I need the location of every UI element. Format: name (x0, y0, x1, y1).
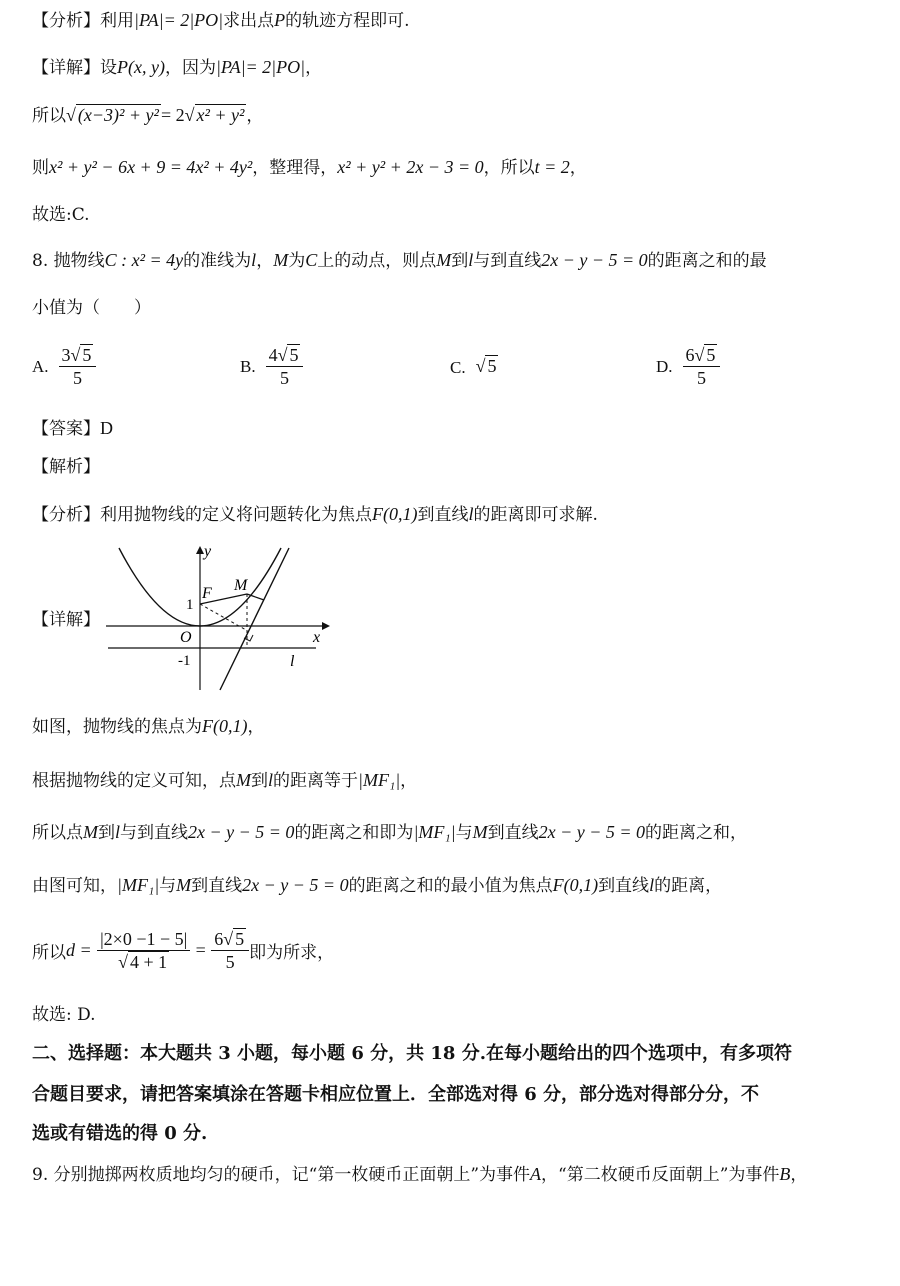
solution-line-5: 所以d = $\frac{|2\times 0 -1 - 5|}{√ 4 + 1}$ = $\frac{6√ 5}{5}$ 即为所求， (32, 929, 335, 972)
y-axis-arrow (196, 546, 204, 554)
option-b[interactable]: B. $\frac{4√ 5}{5}$ (240, 344, 303, 389)
distance-fraction: $\frac{|2\times 0 -1 - 5|}{√ 4 + 1}$ (97, 928, 190, 973)
choice-line-2: 故选: D. (32, 1005, 96, 1025)
label-origin: O (180, 629, 192, 646)
answer-tag: 【答案】 (32, 419, 100, 439)
answer-value: D (100, 418, 113, 438)
section-2-line-2: 合题目要求，请把答案填涂在答题卡相应位置上．全部选对得 6 分，部分选对得部分分，不 (32, 1084, 760, 1105)
x-axis-arrow (322, 622, 330, 630)
question-9-line-1: 9. 分别抛掷两枚质地均匀的硬币，记“第一枚硬币正面朝上”为事件A，“第二枚硬币反面朝上”为事件B， (32, 1164, 808, 1185)
question-number: 9. (32, 1165, 49, 1185)
parabola-figure (104, 542, 334, 692)
detail-tag-line: 【详解】 (32, 610, 100, 630)
question-8-line-2: 小值为（ ） (32, 298, 151, 318)
question-number: 8. (32, 251, 49, 271)
analysis-line-1: 【分析】利用|PA|= 2|PO|求出点P的轨迹方程即可. (32, 10, 410, 31)
section-2-line-3: 选或有错选的得 0 分. (32, 1123, 208, 1144)
label-one: 1 (186, 597, 194, 613)
sqrt-expr: (x−3)² + y² (77, 105, 159, 125)
math-expr: |PA|= 2|PO| (134, 10, 224, 30)
label-x: x (313, 629, 321, 646)
section-2-line-1: 二、选择题：本大题共 3 小题，每小题 6 分，共 18 分.在每小题给出的四个选项中，有多项符 (32, 1043, 792, 1064)
label-neg-one: -1 (178, 653, 191, 669)
analysis-line-2: 【分析】利用抛物线的定义将问题转化为焦点F(0,1)到直线l的距离即可求解. (32, 504, 598, 525)
option-c[interactable]: C. √ 5 (450, 356, 497, 377)
analysis-tag-line: 【解析】 (32, 457, 100, 477)
result-fraction: $\frac{6√ 5}{5}$ (211, 928, 249, 973)
label-F: F (202, 585, 212, 602)
analysis-tag: 【分析】 (32, 11, 100, 31)
detail-line-2: 所以√ (x−3)² + y² = 2√ x² + y² ， (32, 105, 264, 126)
option-d[interactable]: D. $\frac{6√ 5}{5}$ (656, 344, 720, 389)
detail-line-3: 则x² + y² − 6x + 9 = 4x² + 4y²，整理得，x² + y² + 2x − 3 = 0，所以t = 2， (32, 157, 587, 178)
label-y: y (204, 543, 212, 560)
answer-line (32, 416, 113, 441)
solution-line-2: 根据抛物线的定义可知，点M到l的距离等于|MF₁|， (32, 770, 418, 791)
solution-line-4: 由图可知，|MF₁|与M到直线2x − y − 5 = 0的距离之和的最小值为焦点F(0,1)到直线l的距离， (32, 875, 723, 896)
solution-line-3: 所以点M到l与到直线2x − y − 5 = 0的距离之和即为|MF₁|与M到直线2x − y − 5 = 0的距离之和， (32, 822, 748, 843)
choice-line: 故选:C. (32, 205, 90, 225)
question-8-line-1: 8. 抛物线C : x² = 4y的准线为l，M为C上的动点，则点M到l与到直线2x − y − 5 = 0的距离之和的最 (32, 250, 767, 271)
detail-tag: 【详解】 (32, 58, 100, 78)
label-l: l (290, 653, 295, 670)
detail-line-1: 【详解】设P(x, y)，因为|PA|= 2|PO|， (32, 57, 323, 78)
line-2x-y-5 (220, 548, 289, 690)
solution-line-1: 如图，抛物线的焦点为F(0,1)， (32, 716, 265, 737)
label-M: M (234, 577, 248, 594)
option-a[interactable]: A. $\frac{3√ 5}{5}$ (32, 344, 96, 389)
